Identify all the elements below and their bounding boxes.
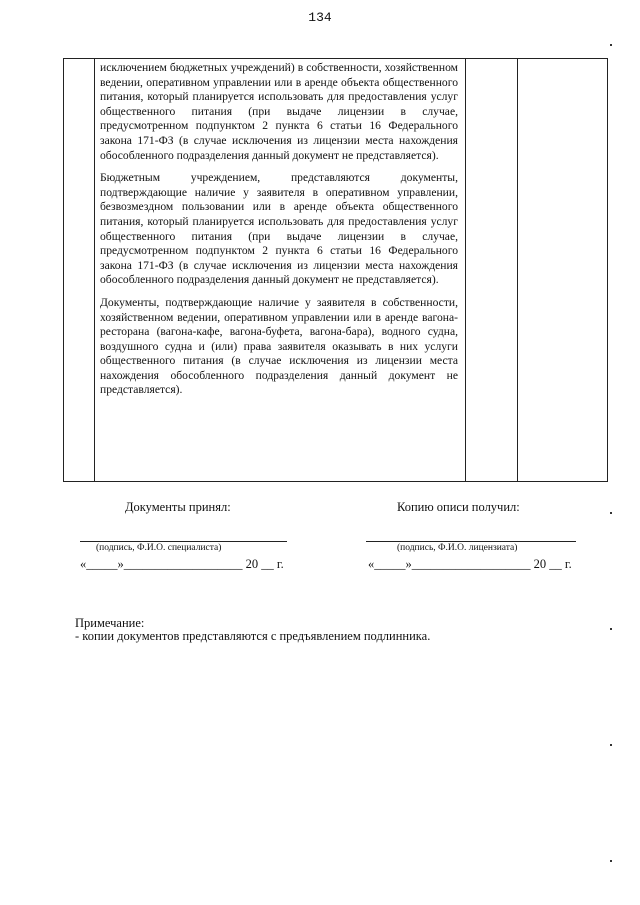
- specialist-date-field: «_____»___________________ 20 __ г.: [80, 557, 284, 571]
- page-number: 134: [308, 10, 332, 25]
- scan-margin-mark: [610, 512, 612, 514]
- specialist-signature-caption: (подпись, Ф.И.О. специалиста): [96, 543, 222, 553]
- document-paragraph: исключением бюджетных учреждений) в собственности, хозяйственном ведении, оперативном управлении или в аренде объекта общественного питания, который планируется использовать для предоставления услуг общественного питания (при выдаче лицензии в случае, предусмотренном подпунктом 2 пункта 6 статьи 16 Федерального закона 171-ФЗ (в случае исключения из лицензии места нахождения обособленного подразделения данный документ не представляется).: [100, 61, 458, 162]
- note-text: - копии документов представляются с предъявлением подлинника.: [75, 629, 431, 643]
- scan-margin-mark: [610, 744, 612, 746]
- scan-margin-mark: [610, 44, 612, 46]
- licensee-signature-caption: (подпись, Ф.И.О. лицензиата): [397, 543, 518, 553]
- received-heading: Документы принял:: [125, 500, 231, 514]
- copy-received-heading: Копию описи получил:: [397, 500, 520, 514]
- table-column-divider: [517, 59, 518, 481]
- table-column-divider: [94, 59, 95, 481]
- document-table: [63, 58, 608, 482]
- document-list-cell: [100, 61, 458, 406]
- licensee-signature-line: [366, 541, 576, 542]
- document-paragraph: Бюджетным учреждением, представляются документы, подтверждающие наличие у заявителя в оперативном управлении, безвозмездном пользовании или в аренде объекта общественного питания, который планируется использовать для предоставления услуг общественного питания (при выдаче лицензии в случае, предусмотренном подпунктом 2 пункта 6 статьи 16 Федерального закона 171-ФЗ (в случае исключения из лицензии места нахождения обособленного подразделения данный документ не представляется).: [100, 171, 458, 287]
- table-column-divider: [465, 59, 466, 481]
- licensee-date-field: «_____»___________________ 20 __ г.: [368, 557, 572, 571]
- note-title: Примечание:: [75, 616, 145, 630]
- document-paragraph: Документы, подтверждающие наличие у заявителя в собственности, хозяйственном ведении, оперативном управлении или в аренде вагона-ресторана (вагона-кафе, вагона-буфета, вагона-бара), водного судна, воздушного судна и (или) права заявителя оказывать в них услуги общественного питания (в случае исключения из лицензии места нахождения обособленного подразделения данный документ не представляется).: [100, 295, 458, 397]
- specialist-signature-line: [80, 541, 287, 542]
- scan-margin-mark: [610, 628, 612, 630]
- scan-margin-mark: [610, 860, 612, 862]
